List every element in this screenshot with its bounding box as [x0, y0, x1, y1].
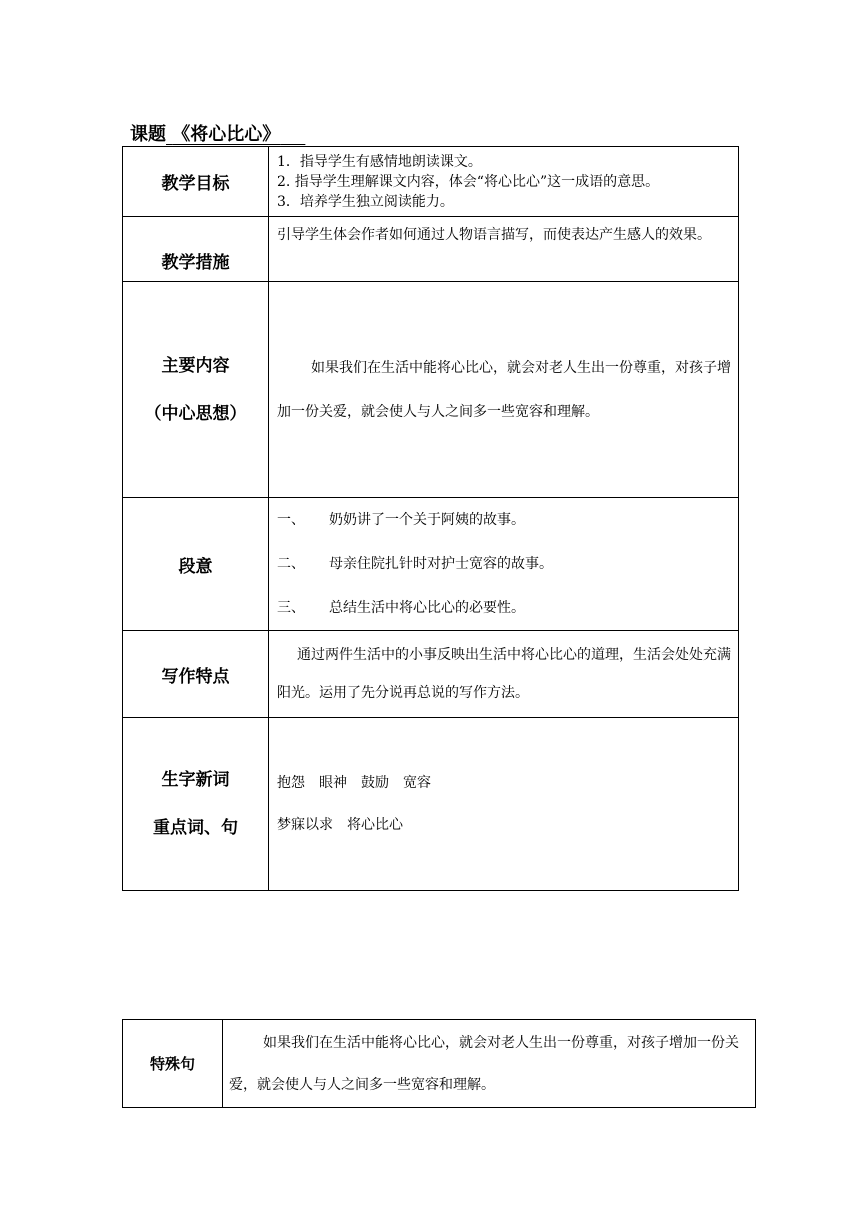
paragraph-text: 总结生活中将心比心的必要性。 — [329, 600, 525, 616]
goal-item: 2. 指导学生理解课文内容，体会“将心比心”这一成语的意思。 — [277, 173, 660, 190]
title-name-text: 《将心比心》 — [172, 124, 281, 145]
main-label-line: （中心思想） — [144, 403, 247, 424]
main-content-label — [123, 282, 269, 498]
special-label: 特殊句 — [123, 1020, 223, 1108]
table-row — [123, 631, 739, 718]
words-label — [123, 718, 269, 891]
paragraph-item — [277, 498, 732, 542]
word: 梦寐以求 — [277, 817, 333, 833]
title-prefix: 课题 — [130, 124, 166, 145]
table-row — [123, 147, 739, 217]
words-label-line: 重点词、句 — [153, 818, 238, 838]
features-label: 写作特点 — [123, 631, 269, 718]
table-row — [123, 718, 739, 891]
words-line — [277, 804, 732, 846]
table-row — [123, 282, 739, 498]
paragraph-cell — [269, 498, 739, 631]
goal-item: 3．培养学生独立阅读能力。 — [277, 193, 454, 210]
word: 将心比心 — [347, 817, 403, 833]
measures-label: 教学措施 — [123, 217, 269, 282]
goals-label: 教学目标 — [123, 147, 269, 217]
paragraph-num: 三、 — [277, 600, 305, 616]
paragraph-text: 奶奶讲了一个关于阿姨的故事。 — [329, 512, 525, 528]
word: 鼓励 — [361, 775, 389, 791]
special-sentence-table — [122, 1019, 756, 1108]
measures-cell: 引导学生体会作者如何通过人物语言描写，而使表达产生感人的效果。 — [269, 217, 739, 282]
lesson-plan-table — [122, 146, 739, 891]
paragraph-item — [277, 542, 732, 586]
words-label-line: 生字新词 — [161, 770, 230, 790]
paragraph-item — [277, 586, 732, 630]
words-line — [277, 762, 732, 804]
table-row — [123, 1020, 756, 1108]
word: 抱怨 — [277, 775, 305, 791]
special-sentence-cell: 如果我们在生活中能将心比心，就会对老人生出一份尊重，对孩子增加一份关爱，就会使人与人之间多一些宽容和理解。 — [223, 1020, 756, 1108]
main-label-line: 主要内容 — [161, 355, 230, 376]
paragraph-text: 母亲住院扎针时对护士宽容的故事。 — [329, 556, 553, 572]
paragraph-label: 段意 — [123, 498, 269, 631]
lesson-title — [130, 120, 305, 146]
main-content-cell: 如果我们在生活中能将心比心，就会对老人生出一份尊重，对孩子增加一份关爱，就会使人与人之间多一些宽容和理解。 — [269, 282, 739, 498]
word: 宽容 — [403, 775, 431, 791]
words-cell — [269, 718, 739, 891]
goals-cell — [269, 147, 739, 217]
paragraph-num: 二、 — [277, 556, 305, 572]
table-row — [123, 217, 739, 282]
features-cell: 通过两件生活中的小事反映出生活中将心比心的道理，生活会处处充满阳光。运用了先分说再总说的写作方法。 — [269, 631, 739, 718]
title-name — [166, 124, 305, 145]
goal-item: 1．指导学生有感情地朗读课文。 — [277, 153, 482, 170]
paragraph-num: 一、 — [277, 512, 305, 528]
word: 眼神 — [319, 775, 347, 791]
table-row — [123, 498, 739, 631]
